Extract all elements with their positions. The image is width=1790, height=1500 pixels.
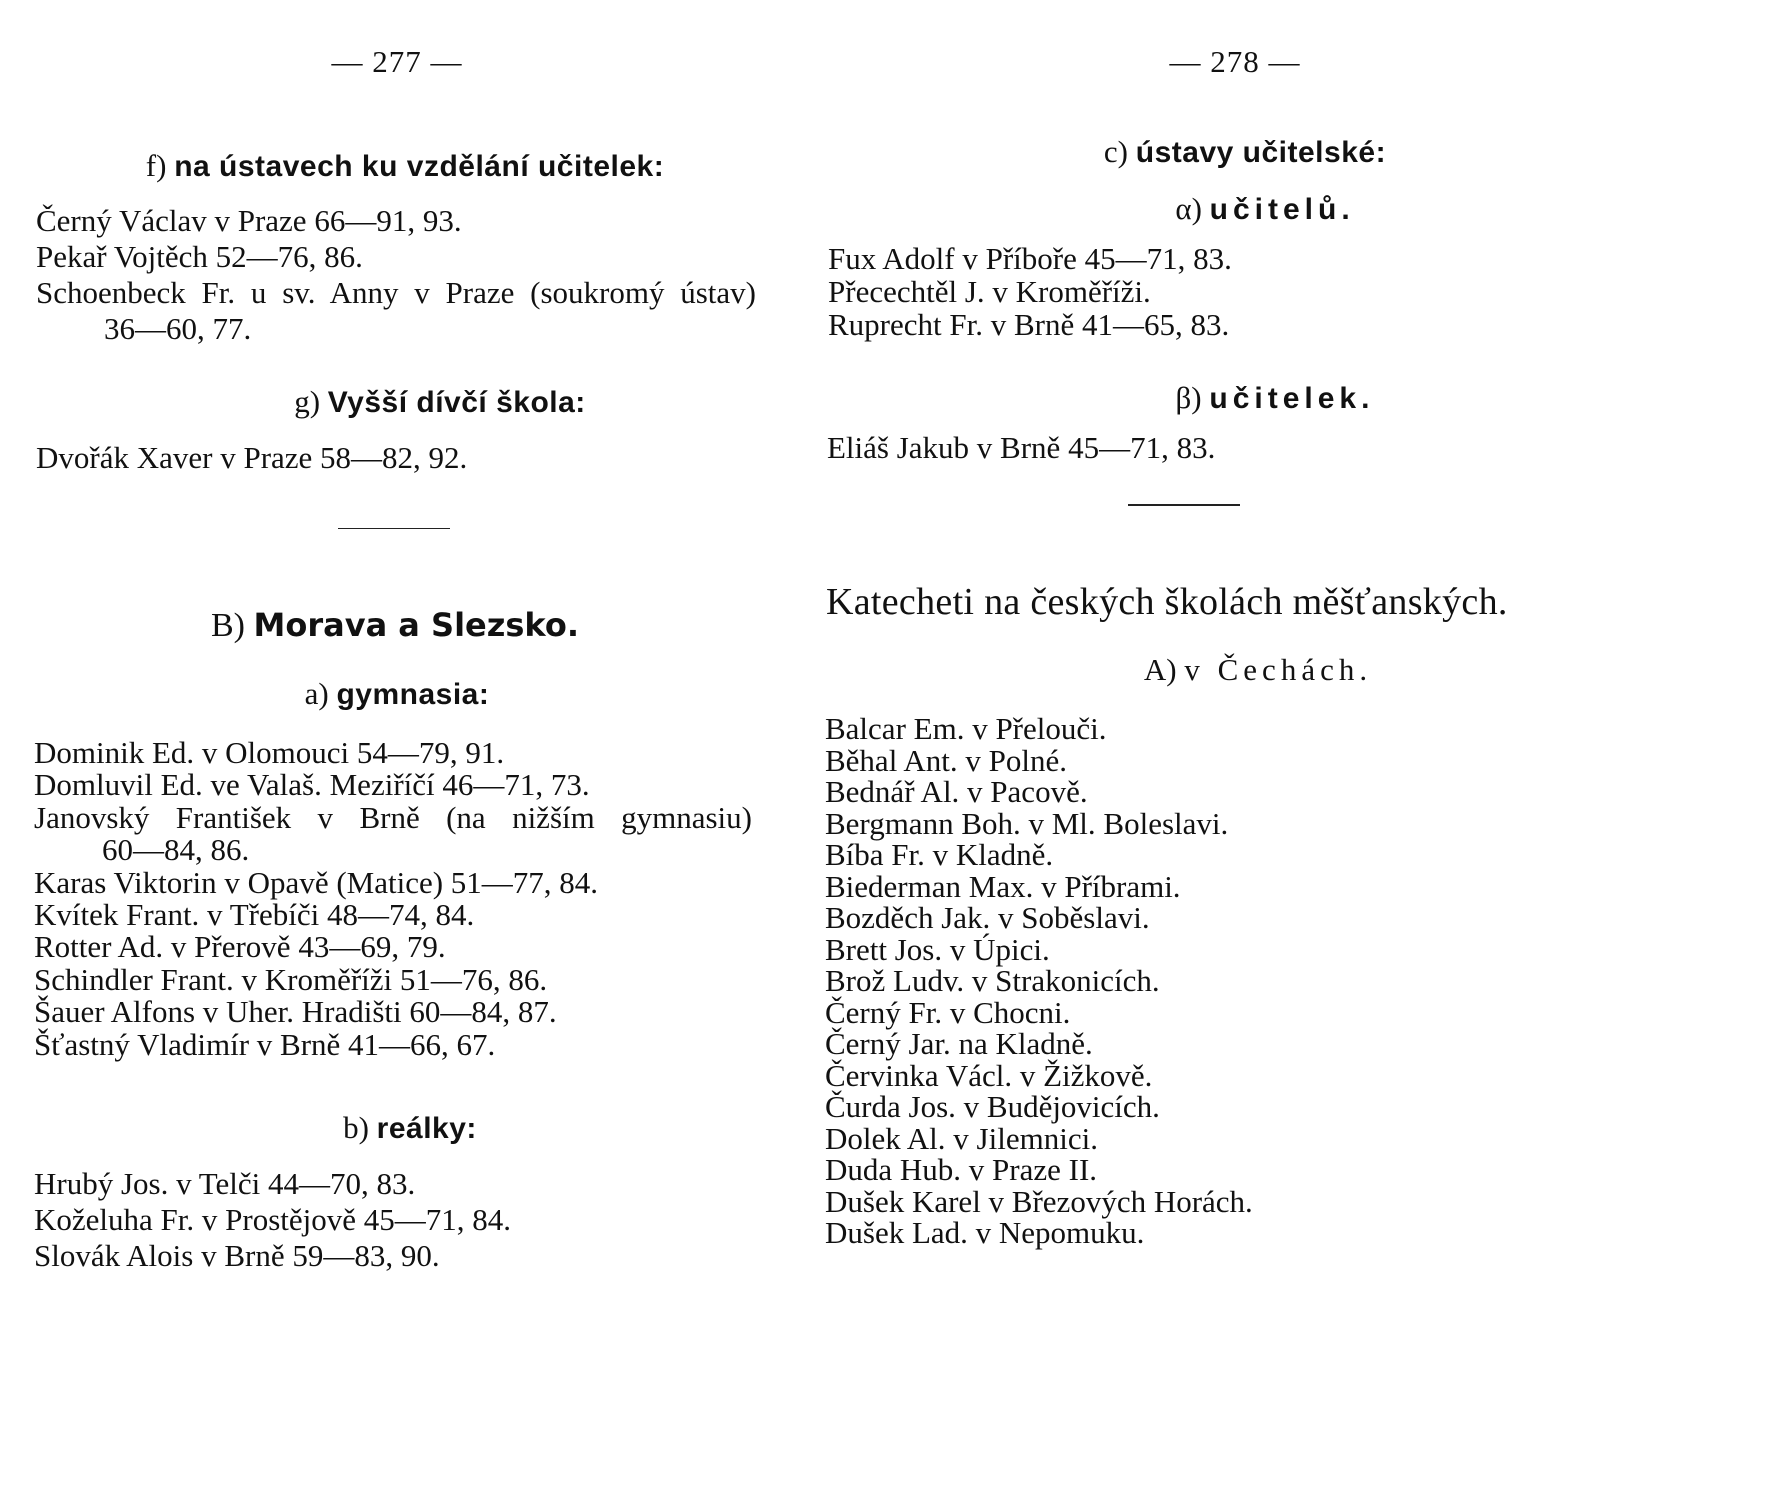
heading-subsection-beta <box>830 380 1720 416</box>
list-item: Bednář Al. v Pacově. <box>825 774 1088 809</box>
section-b-letter: b) <box>343 1110 369 1145</box>
heading-section-b <box>0 1110 855 1146</box>
list-item: Karas Viktorin v Opavě (Matice) 51—77, 84. <box>34 864 599 900</box>
list-item: Šťastný Vladimír v Brně 41—66, 67. <box>34 1026 496 1062</box>
section-g-letter: g) <box>294 384 321 419</box>
section-b-title: reálky: <box>376 1112 477 1145</box>
list-item: Janovský František v Brně (na nižším gymnasiu) <box>34 799 752 835</box>
left-page <box>0 0 890 1500</box>
section-g-list <box>36 440 756 476</box>
list-item: Domluvil Ed. ve Valaš. Meziříčí 46—71, 73. <box>34 767 590 803</box>
list-item: Červinka Václ. v Žižkově. <box>825 1057 1153 1093</box>
list-item: Dušek Lad. v Nepomuku. <box>825 1215 1145 1250</box>
section-f-list <box>36 203 756 347</box>
list-item: Slovák Alois v Brně 59—83, 90. <box>34 1238 440 1273</box>
list-item: Schindler Frant. v Kroměříži 51—76, 86. <box>34 961 548 997</box>
heading-section-c <box>800 134 1690 170</box>
list-item: Přecechtěl J. v Kroměříži. <box>828 274 1151 309</box>
list-item: Brož Ludv. v Strakonicích. <box>825 963 1160 998</box>
list-item: Balcar Em. v Přelouči. <box>825 711 1107 746</box>
list-item: Rotter Ad. v Přerově 43—69, 79. <box>34 929 446 965</box>
list-item: Šauer Alfons v Uher. Hradišti 60—84, 87. <box>34 994 557 1030</box>
section-A-title: v Čechách. <box>1184 652 1373 687</box>
list-item: Dolek Al. v Jilemnici. <box>825 1120 1098 1156</box>
list-item: Bergmann Boh. v Ml. Boleslavi. <box>825 805 1229 841</box>
subsection-alpha-list <box>828 242 1548 341</box>
list-item: Duda Hub. v Praze II. <box>825 1152 1098 1187</box>
list-item: Černý Jar. na Kladně. <box>825 1026 1093 1061</box>
section-B-letter: B) <box>211 607 245 644</box>
section-g-title: Vyšší dívčí škola: <box>327 386 586 419</box>
list-item: Eliáš Jakub v Brně 45—71, 83. <box>827 430 1216 465</box>
section-f-title: na ústavech ku vzdělání učitelek: <box>174 150 665 183</box>
divider-rule <box>338 528 450 529</box>
list-item: Dvořák Xaver v Praze 58—82, 92. <box>36 440 468 475</box>
page-number-left: — 277 — <box>331 44 463 79</box>
divider-rule <box>1128 504 1240 506</box>
section-c-title: ústavy učitelské: <box>1135 136 1387 169</box>
list-item: Dušek Karel v Březových Horách. <box>825 1183 1253 1219</box>
heading-section-B <box>0 606 840 645</box>
list-item: Černý Václav v Praze 66—91, 93. <box>36 203 462 238</box>
list-item: Biederman Max. v Příbrami. <box>825 868 1181 904</box>
section-a-title: gymnasia: <box>336 678 490 711</box>
section-c-letter: c) <box>1103 134 1129 169</box>
list-item: Čurda Jos. v Budějovicích. <box>825 1089 1160 1124</box>
section-A-list <box>825 713 1545 1249</box>
list-item: Pekař Vojtěch 52—76, 86. <box>36 239 363 274</box>
subsection-beta-title: učitelek. <box>1209 382 1375 415</box>
list-item: 60—84, 86. <box>102 832 250 868</box>
heading-section-a <box>0 676 842 712</box>
page-title: Katecheti na českých školách měšťanských. <box>826 581 1508 623</box>
list-item: Schoenbeck Fr. u sv. Anny v Praze (soukromý ústav) <box>36 275 756 310</box>
subsection-beta-list <box>827 430 1547 466</box>
list-item: Bíba Fr. v Kladně. <box>825 837 1054 872</box>
subsection-beta-letter: β) <box>1175 380 1202 415</box>
list-item: Hrubý Jos. v Telči 44—70, 83. <box>34 1166 416 1201</box>
section-A-letter: A) <box>1143 652 1177 687</box>
list-item: 36—60, 77. <box>104 311 252 346</box>
list-item: Bozděch Jak. v Soběslavi. <box>825 900 1150 935</box>
heading-subsection-alpha <box>820 191 1710 227</box>
section-a-letter: a) <box>304 676 329 711</box>
heading-section-A <box>813 652 1703 688</box>
subsection-alpha-letter: α) <box>1175 191 1202 226</box>
list-item: Běhal Ant. v Polné. <box>825 742 1067 778</box>
subsection-alpha-title: učitelů. <box>1209 193 1355 226</box>
right-page <box>825 0 1790 1500</box>
heading-section-f <box>0 148 850 184</box>
section-b-list <box>34 1166 752 1274</box>
list-item: Koželuha Fr. v Prostějově 45—71, 84. <box>34 1202 512 1237</box>
list-item: Kvítek Frant. v Třebíči 48—74, 84. <box>34 897 475 933</box>
section-f-letter: f) <box>145 148 167 183</box>
list-item: Ruprecht Fr. v Brně 41—65, 83. <box>828 307 1230 342</box>
heading-section-g <box>0 384 885 420</box>
list-item: Černý Fr. v Chocni. <box>825 994 1071 1030</box>
list-item: Dominik Ed. v Olomouci 54—79, 91. <box>34 735 505 770</box>
list-item: Fux Adolf v Příboře 45—71, 83. <box>828 241 1232 276</box>
section-B-title: Morava a Slezsko. <box>253 606 579 644</box>
page-number-right: — 278 — <box>1169 44 1301 79</box>
section-a-list <box>34 737 752 1061</box>
list-item: Brett Jos. v Úpici. <box>825 931 1050 967</box>
